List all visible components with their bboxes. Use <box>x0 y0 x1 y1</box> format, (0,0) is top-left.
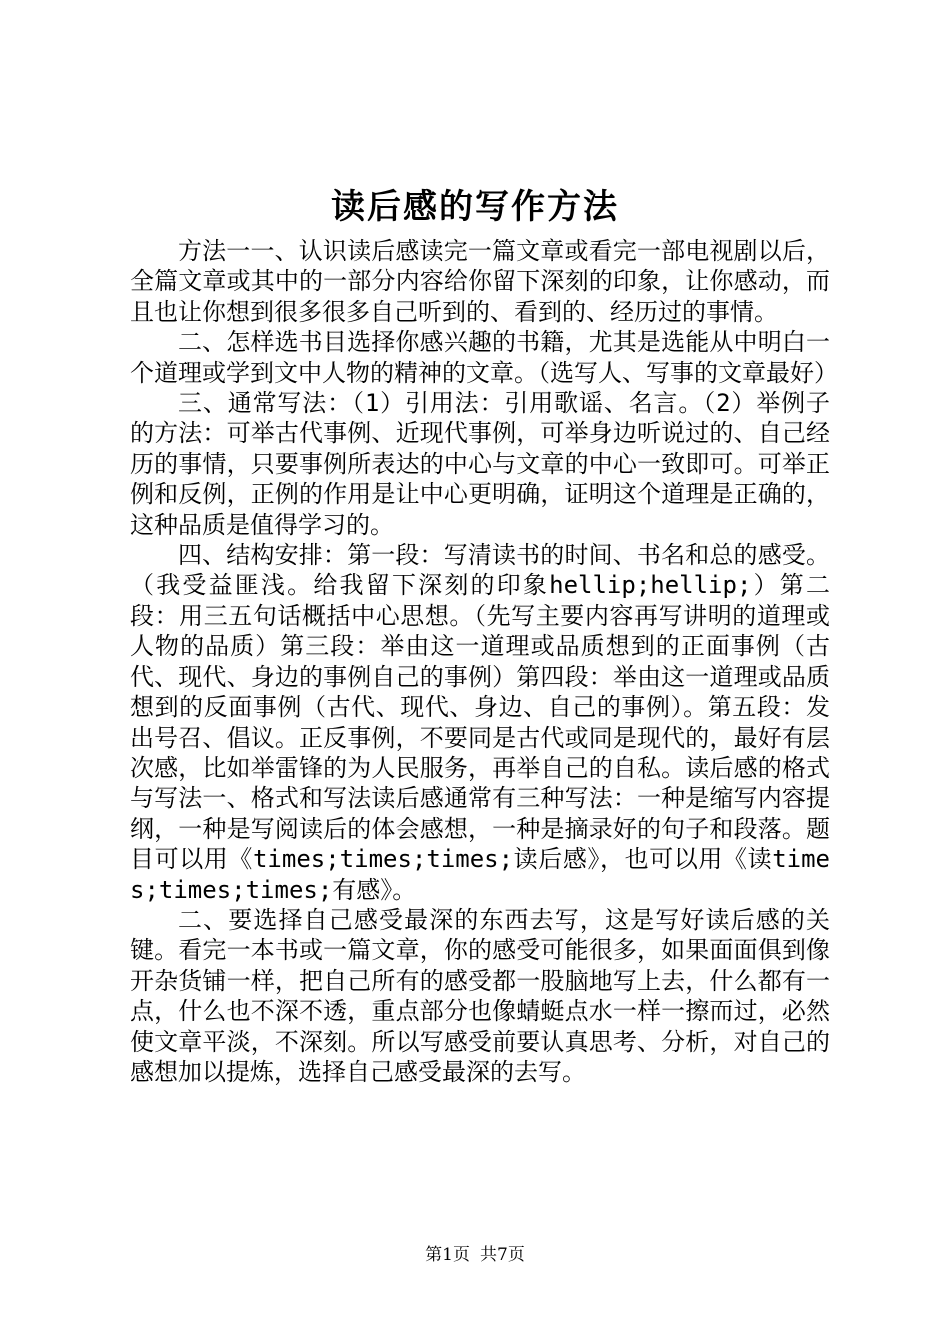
paragraph-method-one: 方法一一、认识读后感读完一篇文章或看完一部电视剧以后，全篇文章或其中的一部分内容给你留下深刻的印象，让你感动，而且也让你想到很多很多自己听到的、看到的、经历过的事情。 <box>130 237 830 326</box>
paragraph-deepest-feeling: 二、要选择自己感受最深的东西去写，这是写好读后感的关键。看完一本书或一篇文章，你的感受可能很多，如果面面俱到像开杂货铺一样，把自己所有的感受都一股脑地写上去，什么都有一点，什么也不深不透，重点部分也像蜻蜓点水一样一擦而过，必然使文章平淡，不深刻。所以写感受前要认真思考、分析，对自己的感想加以提炼，选择自己感受最深的去写。 <box>130 905 830 1086</box>
page-total: 共7页 <box>480 1245 525 1265</box>
page-footer <box>0 1243 950 1267</box>
paragraph-structure: 四、结构安排：第一段：写清读书的时间、书名和总的感受。（我受益匪浅。给我留下深刻的印象hellip;hellip;）第二段：用三五句话概括中心思想。（先写主要内容再写讲明的道理或人物的品质）第三段：举由这一道理或品质想到的正面事例（古代、现代、身边的事例自己的事例）第四段：举由这一道理或品质想到的反面事例（古代、现代、身边、自己的事例）。第五段：发出号召、倡议。正反事例，不要同是古代或同是现代的，最好有层次感，比如举雷锋的为人民服务，再举自己的自私。读后感的格式与写法一、格式和写法读后感通常有三种写法：一种是缩写内容提纲，一种是写阅读后的体会感想，一种是摘录好的句子和段落。题目可以用《times;times;times;读后感》，也可以用《读times;times;times;有感》。 <box>130 541 830 904</box>
document-body <box>130 236 838 1087</box>
paragraph-choose-books: 二、怎样选书目选择你感兴趣的书籍，尤其是选能从中明白一个道理或学到文中人物的精神的文章。（选写人、写事的文章最好） <box>130 328 838 387</box>
paragraph-common-methods: 三、通常写法：（1）引用法：引用歌谣、名言。（2）举例子的方法：可举古代事例、近现代事例，可举身边听说过的、自己经历的事情，只要事例所表达的中心与文章的中心一致即可。可举正例和反例，正例的作用是让中心更明确，证明这个道理是正确的，这种品质是值得学习的。 <box>130 389 830 539</box>
page-number: 第1页 <box>425 1245 470 1265</box>
document-title: 读后感的写作方法 <box>331 187 619 227</box>
